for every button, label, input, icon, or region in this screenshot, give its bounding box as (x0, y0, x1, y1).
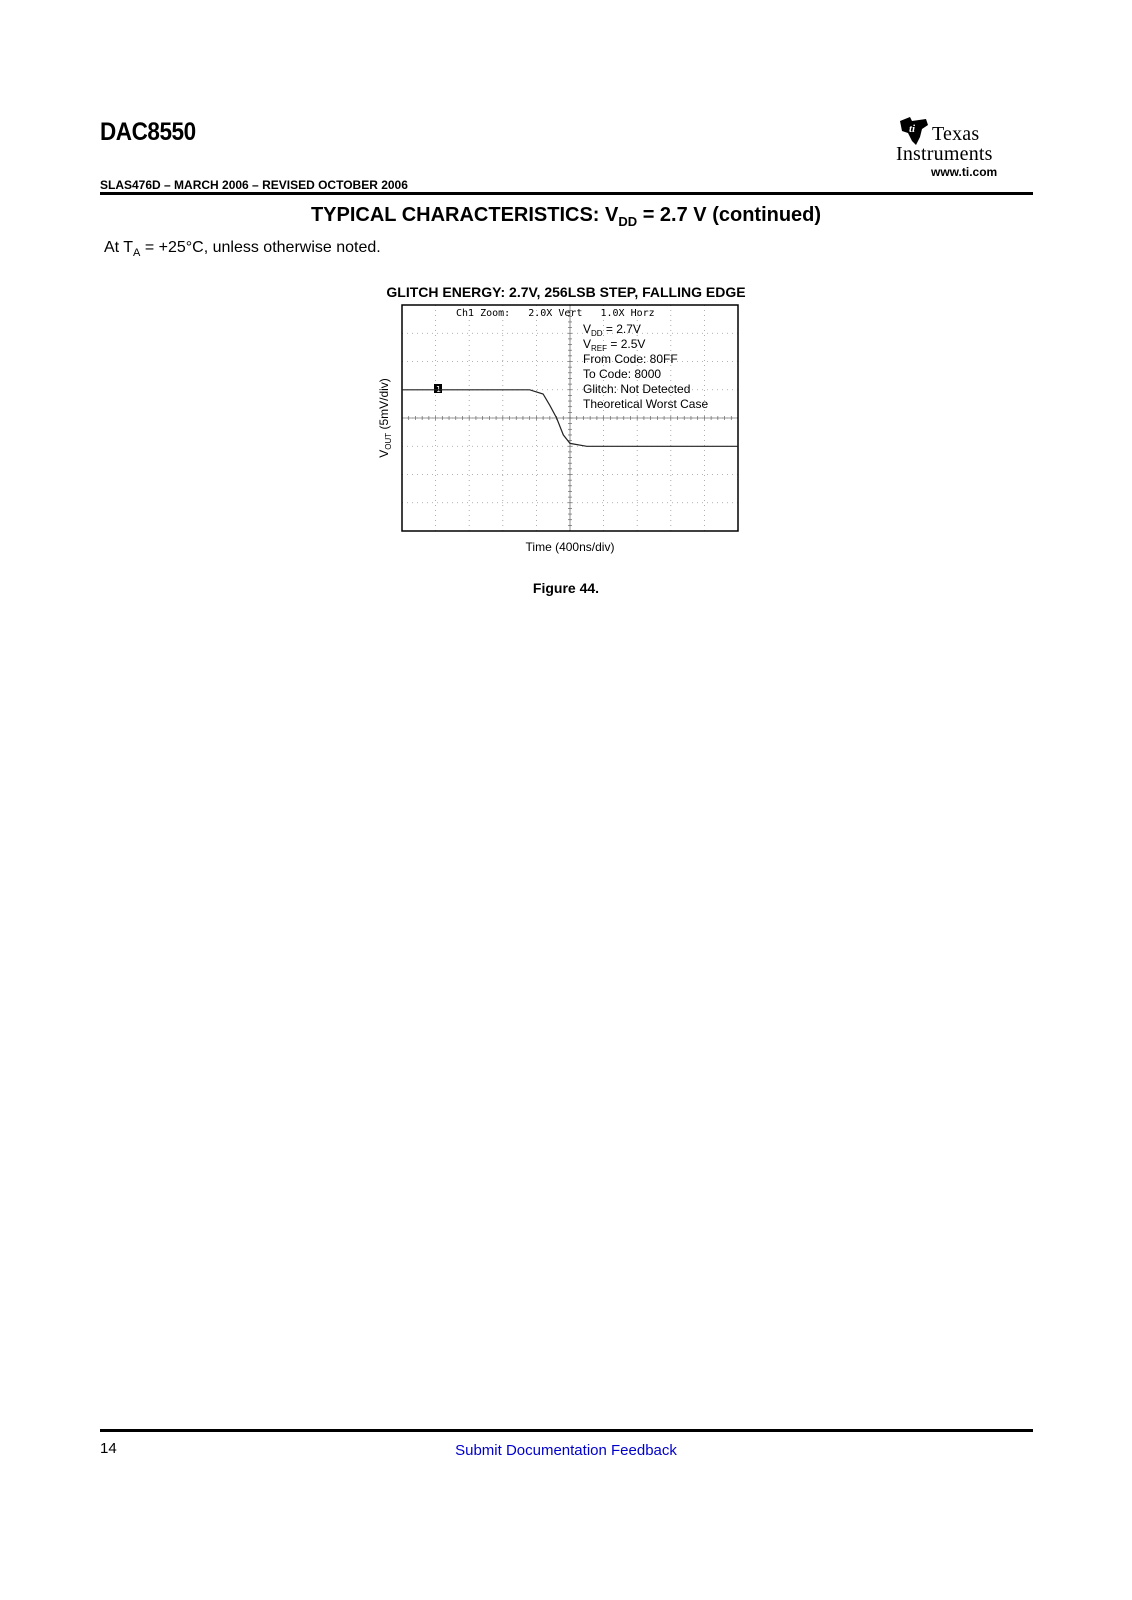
document-id: SLAS476D – MARCH 2006 – REVISED OCTOBER 2006 (100, 178, 408, 192)
annotation-rest: = 2.7V (602, 322, 641, 336)
scope-annotation (583, 352, 678, 366)
conditions-subscript: A (133, 247, 141, 260)
channel-marker (434, 384, 442, 394)
annotation-main: Theoretical Worst Case (583, 397, 709, 411)
svg-text:ti: ti (909, 123, 916, 135)
annotation-main: V (583, 322, 592, 336)
annotation-subscript: DD (591, 329, 603, 338)
page-number: 14 (100, 1440, 117, 1457)
y-axis-label (377, 378, 393, 458)
logo-url: www.ti.com (931, 165, 998, 179)
x-axis-label: Time (400ns/div) (525, 540, 615, 554)
scope-grid (402, 305, 738, 531)
y-axis-label-sub: OUT (384, 432, 393, 450)
y-axis-label-main: V (377, 449, 391, 458)
annotation-subscript: REF (591, 344, 608, 353)
scope-header-text: Ch1 Zoom: 2.0X Vert 1.0X Horz (456, 308, 655, 319)
annotation-rest: = 2.5V (607, 337, 646, 351)
channel-marker-label: 1 (436, 385, 442, 394)
figure-caption: Figure 44. (532, 580, 600, 596)
submit-feedback-link[interactable]: Submit Documentation Feedback (455, 1442, 677, 1459)
header-rule (100, 192, 1033, 195)
logo-text-instruments: Instruments (896, 143, 993, 165)
annotation-main: To Code: 8000 (583, 367, 662, 381)
section-title-prefix: TYPICAL CHARACTERISTICS: V (310, 204, 619, 226)
section-title (0, 204, 1132, 229)
scope-annotation (583, 397, 708, 411)
annotation-main: From Code: 80FF (583, 352, 678, 366)
logo-text-texas: Texas (932, 123, 980, 145)
scope-annotation (583, 367, 661, 381)
scope-annotation (583, 382, 690, 396)
test-conditions (104, 239, 381, 259)
part-number: DAC8550 (100, 118, 196, 146)
conditions-prefix: At T (104, 239, 134, 256)
annotation-main: V (583, 337, 592, 351)
section-title-suffix: = 2.7 V (continued) (637, 204, 822, 226)
footer-rule (100, 1429, 1033, 1432)
scope-annotation (583, 322, 641, 338)
scope-chart (377, 305, 760, 570)
chart-title: GLITCH ENERGY: 2.7V, 256LSB STEP, FALLING EDGE (386, 284, 746, 300)
annotation-main: Glitch: Not Detected (583, 382, 691, 396)
scope-annotation (583, 337, 645, 353)
y-axis-label-rest: (5mV/div) (377, 378, 391, 433)
ti-logo (896, 115, 1036, 180)
conditions-suffix: = +25°C, unless otherwise noted. (140, 239, 381, 256)
section-title-subscript: DD (618, 214, 638, 229)
scope-annotations (583, 322, 708, 411)
